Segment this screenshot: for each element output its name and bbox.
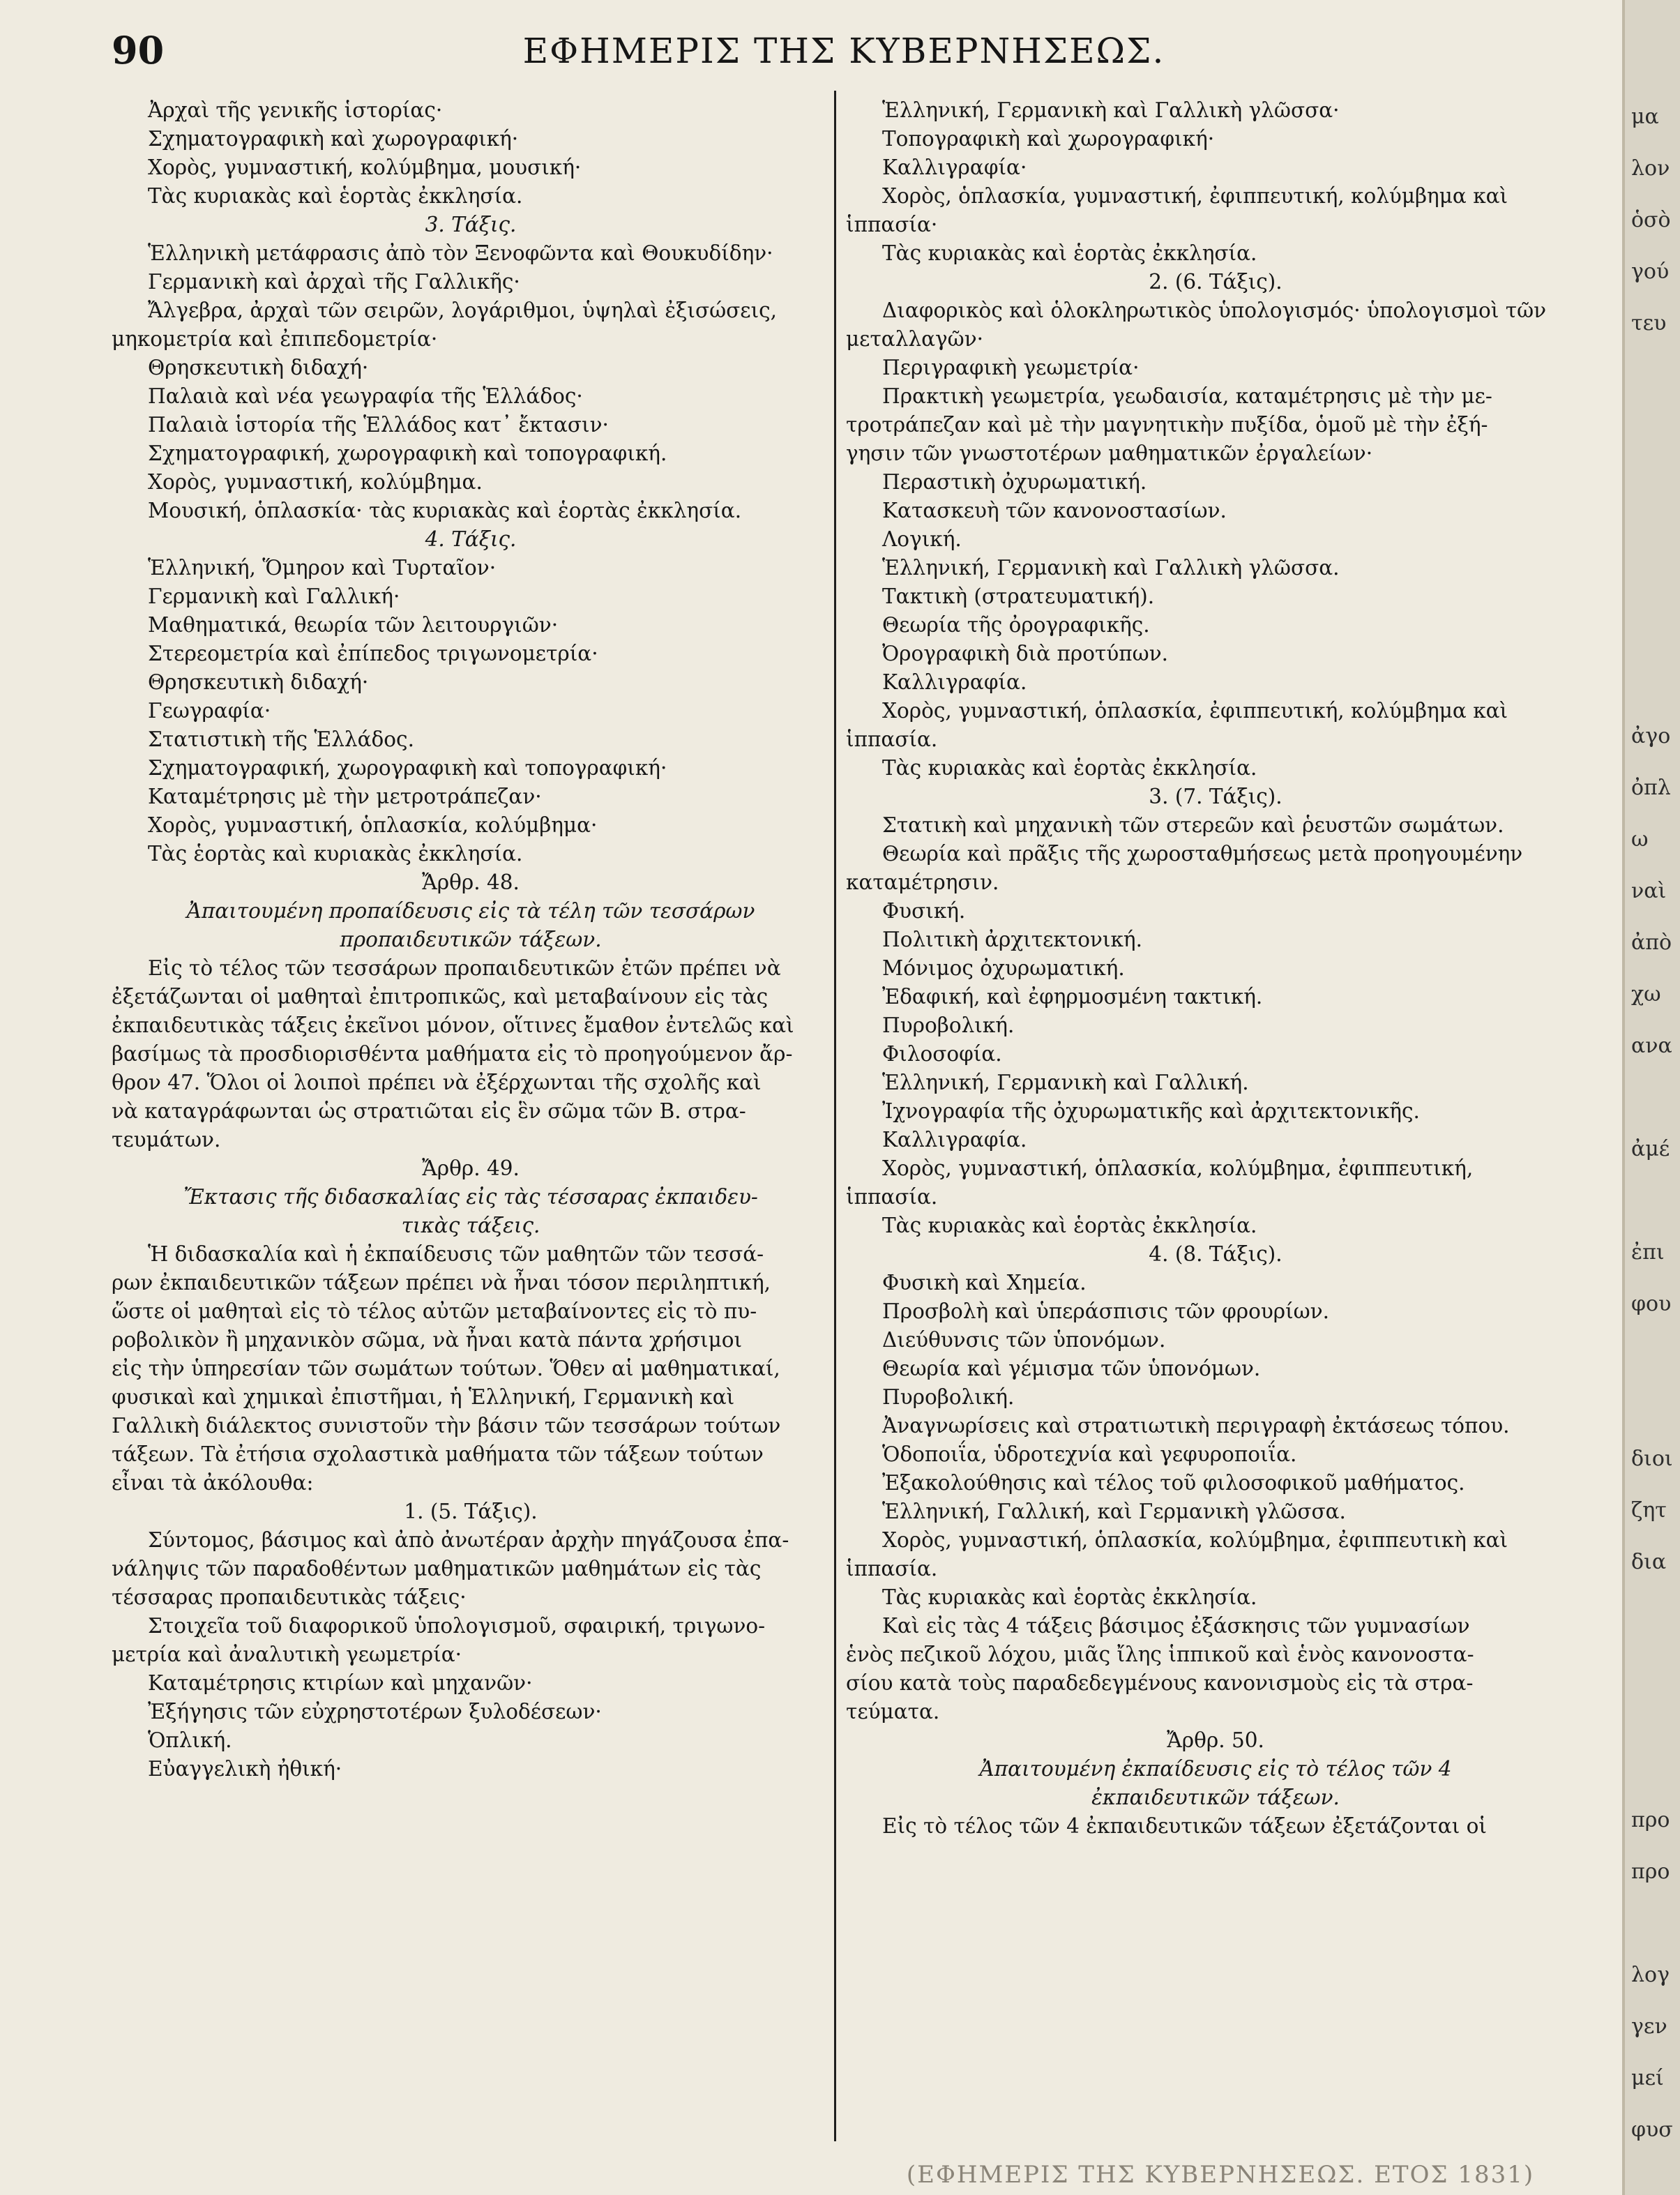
bleed-fragment: φυσ [1631, 2118, 1673, 2142]
left-column-line: Ὁπλική. [148, 1728, 232, 1752]
right-column-line: Χορὸς, ὁπλασκία, γυμναστική, ἐφιππευτική, κολύμβημα καὶ [882, 184, 1508, 208]
left-column-line: Ἀρχαὶ τῆς γενικῆς ἱστορίας· [148, 98, 443, 122]
right-column-line: Κατασκευὴ τῶν κανονοστασίων. [882, 499, 1227, 522]
right-column-line: Διαφορικὸς καὶ ὁλοκληρωτικὸς ὑπολογισμός· ὑπολογισμοὶ τῶν [882, 299, 1547, 322]
bleed-fragment: ἀπὸ [1631, 930, 1672, 955]
left-column-line: Σύντομος, βάσιμος καὶ ἀπὸ ἀνωτέραν ἀρχὴν πηγάζουσα ἐπα- [148, 1528, 789, 1552]
left-column-line: Τὰς ἑορτὰς καὶ κυριακὰς ἐκκλησία. [148, 842, 523, 866]
left-column-line: ἐξετάζωνται οἱ μαθηταὶ ἐπιτροπικῶς, καὶ μεταβαίνουν εἰς τὰς [112, 985, 769, 1009]
right-column-line: Ὁδοποιΐα, ὑδροτεχνία καὶ γεφυροποιΐα. [882, 1442, 1297, 1466]
left-column-line: Μαθηματικά, θεωρία τῶν λειτουργιῶν· [148, 613, 559, 637]
left-column-line: ἐκπαιδευτικὰς τάξεις ἐκεῖνοι μόνον, οἵτινες ἔμαθον ἐντελῶς καὶ [112, 1013, 794, 1037]
bleed-fragment: ἀγο [1631, 724, 1671, 748]
right-column-line: Ἑλληνική, Γερμανικὴ καὶ Γαλλική. [882, 1071, 1249, 1094]
right-column-line: 2. (6. Τάξις). [1149, 270, 1282, 294]
left-column-line: Εὐαγγελικὴ ἠθική· [148, 1757, 342, 1781]
left-column-line: προπαιδευτικῶν τάξεων. [340, 928, 602, 951]
right-column-line: μεταλλαγῶν· [846, 327, 984, 351]
left-column-line: Γερμανικὴ καὶ Γαλλική· [148, 584, 400, 608]
bleed-fragment: μα [1631, 105, 1659, 129]
bleed-fragment: ἀμέ [1631, 1137, 1670, 1161]
left-column-line: νὰ καταγράφωνται ὡς στρατιῶται εἰς ἓν σῶμα τῶν Β. στρα- [112, 1099, 746, 1123]
left-column-line: τέσσαρας προπαιδευτικὰς τάξεις· [112, 1585, 467, 1609]
left-column-line: Γερμανικὴ καὶ ἀρχαὶ τῆς Γαλλικῆς· [148, 270, 520, 294]
bleed-fragment: ὁσὸ [1631, 208, 1671, 232]
right-column-line: Περιγραφικὴ γεωμετρία· [882, 356, 1140, 379]
bleed-fragment: μεί [1631, 2066, 1664, 2090]
right-column-line: Τὰς κυριακὰς καὶ ἑορτὰς ἐκκλησία. [882, 1585, 1257, 1609]
right-column-line: Μόνιμος ὀχυρωματική. [882, 956, 1125, 980]
right-column-line: Ἀναγνωρίσεις καὶ στρατιωτικὴ περιγραφὴ ἐκτάσεως τόπου. [882, 1414, 1510, 1438]
left-column-line: Ἄρθρ. 48. [422, 870, 520, 894]
left-column-line: Ἀπαιτουμένη προπαίδευσις εἰς τὰ τέλη τῶν τεσσάρων [186, 899, 755, 923]
right-column-line: Πρακτικὴ γεωμετρία, γεωδαισία, καταμέτρησις μὲ τὴν με- [882, 384, 1492, 408]
left-column-line: φυσικαὶ καὶ χημικαὶ ἐπιστῆμαι, ἡ Ἑλληνική, Γερμανικὴ καὶ [112, 1385, 735, 1409]
left-column-line: ρων ἐκπαιδευτικῶν τάξεων πρέπει νὰ ἦναι τόσον περιληπτική, [112, 1271, 771, 1295]
left-column-line: Παλαιὰ ἱστορία τῆς Ἑλλάδος κατ᾽ ἔκτασιν· [148, 413, 609, 437]
right-column-line: Εἰς τὸ τέλος τῶν 4 ἐκπαιδευτικῶν τάξεων ἐξετάζονται οἱ [882, 1814, 1487, 1838]
running-head: ΕΦΗΜΕΡΙΣ ΤΗΣ ΚΥΒΕΡΝΗΣΕΩΣ. [522, 31, 1165, 71]
right-column-line: Πολιτικὴ ἀρχιτεκτονική. [882, 928, 1142, 951]
left-column-line: Ἡ διδασκαλία καὶ ἡ ἐκπαίδευσις τῶν μαθητῶν τῶν τεσσά- [148, 1242, 764, 1266]
right-column-line: Ἄρθρ. 50. [1167, 1728, 1264, 1752]
right-column-line: 3. (7. Τάξις). [1149, 785, 1282, 808]
adjacent-page-edge [1622, 0, 1680, 2195]
left-column-line: ὥστε οἱ μαθηταὶ εἰς τὸ τέλος αὐτῶν μεταβαίνοντες εἰς τὸ πυ- [112, 1299, 757, 1323]
right-column-line: ἱππασία. [846, 727, 938, 751]
right-column [846, 96, 1585, 1841]
right-column-line: ἱππασία· [846, 213, 938, 236]
right-column-line: Ἐδαφική, καὶ ἐφηρμοσμένη τακτική. [882, 985, 1263, 1009]
left-column-line: Γεωγραφία· [148, 699, 271, 723]
bleed-through-footer: (ΕΦΗΜΕΡΙΣ ΤΗΣ ΚΥΒΕΡΝΗΣΕΩΣ. ΕΤΟΣ 1831) [906, 2161, 1535, 2189]
right-column-line: Ὀρογραφικὴ διὰ προτύπων. [882, 642, 1169, 665]
right-column-line: Φυσική. [882, 899, 966, 923]
bleed-fragment: τευ [1631, 311, 1667, 335]
left-column-line: τικὰς τάξεις. [401, 1214, 540, 1237]
right-column-line: Χορὸς, γυμναστική, ὁπλασκία, κολύμβημα, ἐφιππευτικὴ καὶ [882, 1528, 1508, 1552]
right-column-line: ἐκπαιδευτικῶν τάξεων. [1091, 1786, 1340, 1809]
left-column-line: Ἄλγεβρα, ἀρχαὶ τῶν σειρῶν, λογάριθμοι, ὑψηλαὶ ἐξισώσεις, [148, 299, 778, 322]
right-column-line: Περαστικὴ ὀχυρωματική. [882, 470, 1147, 494]
left-column-line: Χορὸς, γυμναστική, κολύμβημα, μουσική· [148, 156, 582, 179]
left-column-line: Γαλλικὴ διάλεκτος συνιστοῦν τὴν βάσιν τῶν τεσσάρων τούτων [112, 1414, 781, 1438]
left-column-line: 1. (5. Τάξις). [404, 1500, 538, 1523]
right-column-line: Διεύθυνσις τῶν ὑπονόμων. [882, 1328, 1166, 1352]
left-column [112, 96, 830, 1783]
bleed-fragment: λον [1631, 156, 1670, 181]
right-column-line: Προσβολὴ καὶ ὑπεράσπισις τῶν φρουρίων. [882, 1299, 1330, 1323]
left-column-line: τευμάτων. [112, 1128, 221, 1152]
bleed-fragment: γού [1631, 259, 1670, 284]
left-column-line: Θρησκευτικὴ διδαχή· [148, 670, 369, 694]
right-column-line: τροτράπεζαν καὶ μὲ τὴν μαγνητικὴν πυξίδα, ὁμοῦ μὲ τὴν ἐξή- [846, 413, 1488, 437]
right-column-line: Καλλιγραφία. [882, 670, 1027, 694]
bleed-fragment: χω [1631, 982, 1661, 1006]
bleed-fragment: ναὶ [1631, 879, 1667, 903]
bleed-fragment: προ [1631, 1808, 1670, 1832]
left-column-line: τάξεων. Τὰ ἐτήσια σχολαστικὰ μαθήματα τῶν τάξεων τούτων [112, 1442, 764, 1466]
right-column-line: Τακτικὴ (στρατευματική). [882, 584, 1155, 608]
left-column-line: Ἑλληνική, Ὅμηρον καὶ Τυρταῖον· [148, 556, 497, 580]
right-column-line: Τὰς κυριακὰς καὶ ἑορτὰς ἐκκλησία. [882, 756, 1257, 780]
left-column-line: ροβολικὸν ἢ μηχανικὸν σῶμα, νὰ ἦναι κατὰ πάντα χρήσιμοι [112, 1328, 743, 1352]
left-column-line: Ἔκτασις τῆς διδασκαλίας εἰς τὰς τέσσαρας ἐκπαιδευ- [183, 1185, 758, 1209]
page-header [112, 28, 1576, 77]
right-column-line: Ἑλληνική, Γερμανικὴ καὶ Γαλλικὴ γλῶσσα· [882, 98, 1340, 122]
bleed-fragment: ζητ [1631, 1498, 1667, 1523]
right-column-line: Φιλοσοφία. [882, 1042, 1002, 1066]
left-column-line: Τὰς κυριακὰς καὶ ἑορτὰς ἐκκλησία. [148, 184, 523, 208]
left-column-line: Σχηματογραφική, χωρογραφικὴ καὶ τοπογραφική· [148, 756, 667, 780]
right-column-line: Ἐξακολούθησις καὶ τέλος τοῦ φιλοσοφικοῦ μαθήματος. [882, 1471, 1465, 1495]
right-column-line: Ἑλληνική, Γερμανικὴ καὶ Γαλλικὴ γλῶσσα. [882, 556, 1340, 580]
left-column-line: Στερεομετρία καὶ ἐπίπεδος τριγωνομετρία· [148, 642, 598, 665]
right-column-line: Πυροβολική. [882, 1385, 1015, 1409]
right-column-line: Θεωρία καὶ γέμισμα τῶν ὑπονόμων. [882, 1357, 1261, 1380]
bleed-fragment: ανα [1631, 1034, 1672, 1058]
left-column-line: 3. Τάξις. [425, 213, 517, 236]
left-column-line: Ἄρθρ. 49. [422, 1156, 520, 1180]
right-column-line: σίου κατὰ τοὺς παραδεδεγμένους κανονισμοὺς εἰς τὰ στρα- [846, 1671, 1474, 1695]
right-column-line: Ἑλληνική, Γαλλική, καὶ Γερμανικὴ γλῶσσα. [882, 1500, 1346, 1523]
page-number: 90 [112, 28, 165, 73]
bleed-fragment: γεν [1631, 2014, 1667, 2039]
bleed-fragment: λογ [1631, 1963, 1670, 1987]
left-column-line: 4. Τάξις. [425, 527, 517, 551]
right-column-line: Θεωρία καὶ πρᾶξις τῆς χωροσταθμήσεως μετὰ προηγουμένην [882, 842, 1523, 866]
left-column-line: Παλαιὰ καὶ νέα γεωγραφία τῆς Ἑλλάδος· [148, 384, 583, 408]
left-column-line: Χορὸς, γυμναστική, ὁπλασκία, κολύμβημα· [148, 813, 598, 837]
bleed-fragment: φου [1631, 1292, 1672, 1316]
left-column-line: βασίμως τὰ προσδιορισθέντα μαθήματα εἰς τὸ προηγούμενον ἄρ- [112, 1042, 793, 1066]
left-column-line: Σχηματογραφικὴ καὶ χωρογραφική· [148, 127, 519, 151]
left-column-line: Ἑλληνικὴ μετάφρασις ἀπὸ τὸν Ξενοφῶντα καὶ Θουκυδίδην· [148, 241, 773, 265]
left-column-line: Μουσική, ὁπλασκία· τὰς κυριακὰς καὶ ἑορτὰς ἐκκλησία. [148, 499, 742, 522]
left-column-line: Καταμέτρησις κτιρίων καὶ μηχανῶν· [148, 1671, 533, 1695]
left-column-line: Καταμέτρησις μὲ τὴν μετροτράπεζαν· [148, 785, 542, 808]
right-column-line: Λογική. [882, 527, 962, 551]
left-column-line: νάληψις τῶν παραδοθέντων μαθηματικῶν μαθημάτων εἰς τὰς [112, 1557, 762, 1581]
left-column-line: θρον 47. Ὅλοι οἱ λοιποὶ πρέπει νὰ ἐξέρχωνται τῆς σχολῆς καὶ [112, 1071, 762, 1094]
left-column-line: Ἐξήγησις τῶν εὐχρηστοτέρων ξυλοδέσεων· [148, 1700, 602, 1723]
right-column-line: 4. (8. Τάξις). [1149, 1242, 1282, 1266]
left-column-line: Εἰς τὸ τέλος τῶν τεσσάρων προπαιδευτικῶν ἐτῶν πρέπει νὰ [148, 956, 781, 980]
right-column-line: Καὶ εἰς τὰς 4 τάξεις βάσιμος ἐξάσκησις τῶν γυμνασίων [882, 1614, 1470, 1638]
right-column-line: Στατικὴ καὶ μηχανικὴ τῶν στερεῶν καὶ ῥευστῶν σωμάτων. [882, 813, 1504, 837]
left-column-line: Στατιστικὴ τῆς Ἑλλάδος. [148, 727, 414, 751]
left-column-line: Στοιχεῖα τοῦ διαφορικοῦ ὑπολογισμοῦ, σφαιρική, τριγωνο- [148, 1614, 766, 1638]
right-column-line: τεύματα. [846, 1700, 940, 1723]
right-column-line: Καλλιγραφία. [882, 1128, 1027, 1152]
right-column-line: Τὰς κυριακὰς καὶ ἑορτὰς ἐκκλησία. [882, 1214, 1257, 1237]
bleed-fragment: ω [1631, 827, 1649, 852]
column-rule [834, 91, 836, 2141]
right-column-line: Τοπογραφικὴ καὶ χωρογραφική· [882, 127, 1215, 151]
right-column-line: Χορὸς, γυμναστική, ὁπλασκία, κολύμβημα, ἐφιππευτική, [882, 1156, 1474, 1180]
right-column-line: Χορὸς, γυμναστική, ὁπλασκία, ἐφιππευτική, κολύμβημα καὶ [882, 699, 1508, 723]
left-column-line: μετρία καὶ ἀναλυτικὴ γεωμετρία· [112, 1643, 462, 1666]
right-column-line: ἑνὸς πεζικοῦ λόχου, μιᾶς ἴλης ἱππικοῦ καὶ ἑνὸς κανονοστα- [846, 1643, 1474, 1666]
left-column-line: εἰς τὴν ὑπηρεσίαν τῶν σωμάτων τούτων. Ὅθεν αἱ μαθηματικαί, [112, 1357, 780, 1380]
right-column-line: Τὰς κυριακὰς καὶ ἑορτὰς ἐκκλησία. [882, 241, 1257, 265]
left-column-line: Θρησκευτικὴ διδαχή· [148, 356, 369, 379]
bleed-fragment: ἐπι [1631, 1240, 1665, 1265]
bleed-fragment: ὀπλ [1631, 776, 1671, 800]
right-column-line: ἱππασία. [846, 1557, 938, 1581]
left-column-line: εἶναι τὰ ἀκόλουθα: [112, 1471, 314, 1495]
bleed-fragment: προ [1631, 1860, 1670, 1884]
right-column-line: Ἀπαιτουμένη ἐκπαίδευσις εἰς τὸ τέλος τῶν 4 [979, 1757, 1452, 1781]
right-column-line: Θεωρία τῆς ὀρογραφικῆς. [882, 613, 1150, 637]
right-column-line: ἱππασία. [846, 1185, 938, 1209]
left-column-line: μηκομετρία καὶ ἐπιπεδομετρία· [112, 327, 438, 351]
right-column-line: Ἰχνογραφία τῆς ὀχυρωματικῆς καὶ ἀρχιτεκτονικῆς. [882, 1099, 1420, 1123]
right-column-line: καταμέτρησιν. [846, 870, 999, 894]
bleed-fragment: δια [1631, 1550, 1667, 1574]
right-column-line: Καλλιγραφία· [882, 156, 1027, 179]
bleed-fragment: διοι [1631, 1447, 1673, 1471]
left-column-line: Σχηματογραφική, χωρογραφικὴ καὶ τοπογραφική. [148, 442, 667, 465]
right-column-line: Πυροβολική. [882, 1013, 1015, 1037]
left-column-line: Χορὸς, γυμναστική, κολύμβημα. [148, 470, 483, 494]
right-column-line: γησιν τῶν γνωστοτέρων μαθηματικῶν ἐργαλείων· [846, 442, 1373, 465]
right-column-line: Φυσικὴ καὶ Χημεία. [882, 1271, 1087, 1295]
